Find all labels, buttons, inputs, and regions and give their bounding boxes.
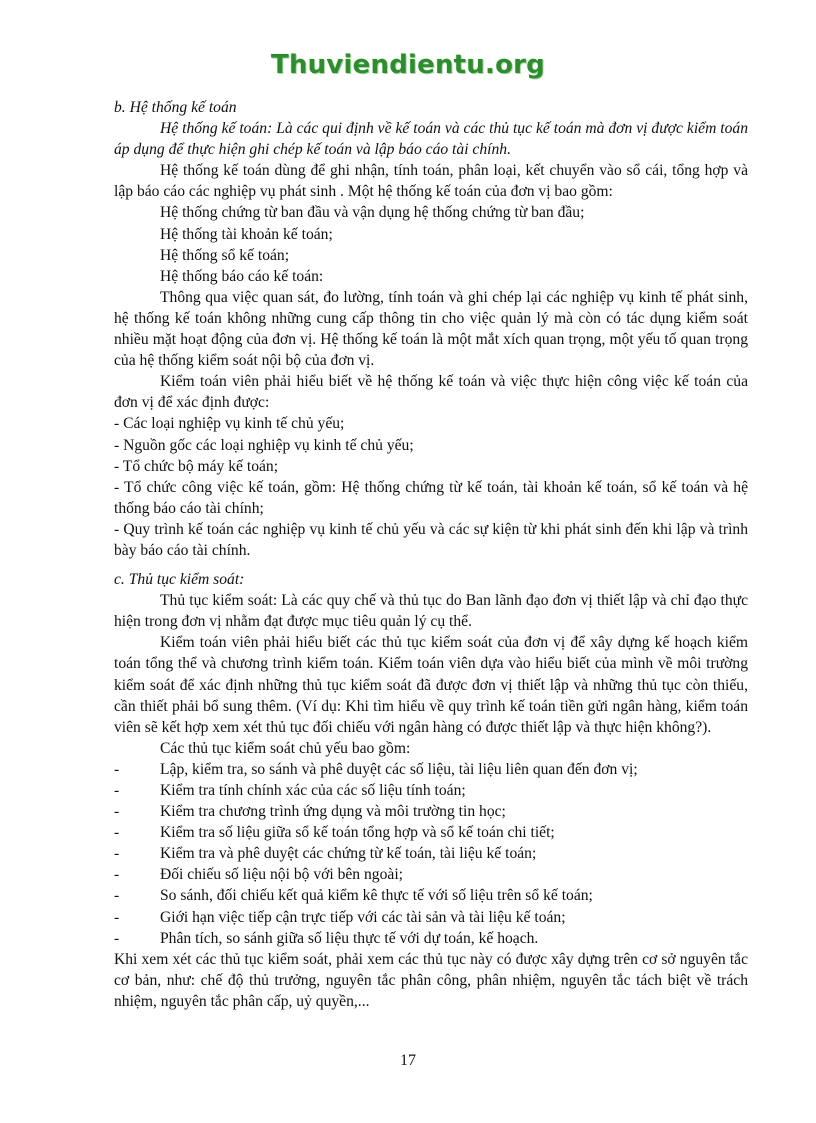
procedure-item [114, 801, 748, 822]
list-item: - Tổ chức công việc kế toán, gồm: Hệ thống chứng từ kế toán, tài khoản kế toán, sổ kế toán và hệ thống báo cáo tài chính; [114, 478, 748, 517]
list-marker: - [114, 824, 120, 842]
site-logo: Thuviendientu.org [271, 50, 545, 80]
procedure-text: Phân tích, so sánh giữa số liệu thực tế với dự toán, kế hoạch. [160, 929, 539, 947]
list-intro: Các thủ tục kiểm soát chủ yếu bao gồm: [160, 739, 411, 757]
list-marker: - [114, 929, 120, 947]
procedure-text: So sánh, đối chiếu kết quả kiểm kê thực tế với số liệu trên sổ kế toán; [160, 887, 593, 905]
section-heading-c: c. Thủ tục kiểm soát: [114, 571, 245, 589]
component-item: Hệ thống sổ kế toán; [160, 246, 290, 264]
procedure-item [114, 843, 748, 864]
procedure-text: Kiểm tra và phê duyệt các chứng từ kế toán, tài liệu kế toán; [160, 845, 537, 863]
procedure-item [114, 780, 748, 801]
list-item: - Nguồn gốc các loại nghiệp vụ kinh tế chủ yếu; [114, 436, 414, 454]
procedure-text: Kiểm tra chương trình ứng dụng và môi trường tin học; [160, 803, 506, 821]
component-item: Hệ thống báo cáo kế toán: [160, 267, 324, 285]
list-marker: - [114, 845, 120, 863]
list-marker: - [114, 760, 120, 778]
procedure-text: Lập, kiểm tra, so sánh và phê duyệt các số liệu, tài liệu liên quan đến đơn vị; [160, 760, 638, 778]
list-item: - Các loại nghiệp vụ kinh tế chủ yếu; [114, 415, 345, 433]
procedure-item [114, 759, 748, 780]
procedure-item [114, 928, 748, 949]
procedure-text: Đối chiếu số liệu nội bộ với bên ngoài; [160, 866, 403, 884]
body-paragraph: Kiểm toán viên phải hiểu biết về hệ thống kế toán và việc thực hiện công việc kế toán của đơn vị để xác định được: [114, 373, 748, 412]
procedure-item [114, 864, 748, 885]
procedure-item [114, 907, 748, 928]
list-marker: - [114, 782, 120, 799]
definition-paragraph: Hệ thống kế toán: Là các qui định về kế toán và các thủ tục kế toán mà đơn vị được kiểm toán áp dụng để thực hiện ghi chép kế toán và lập báo cáo tài chính. [114, 120, 748, 159]
body-paragraph: Kiểm toán viên phải hiểu biết các thủ tục kiểm soát của đơn vị để xây dựng kế hoạch kiểm toán tổng thể và chương trình kiểm toán. Kiểm toán viên dựa vào hiểu biết của mình về môi trường kiểm soát để xác định những thủ tục kiểm soát đã được đơn vị thiết lập và những thủ tục còn thiếu, cần thiết phải bổ sung thêm. (Ví dụ: Khi tìm hiểu về quy trình kế toán tiền gửi ngân hàng, kiểm toán viên sẽ kết hợp xem xét thủ tục đối chiếu với ngân hàng có được thiết lập và thực hiện không?). [114, 634, 748, 736]
list-marker: - [114, 803, 120, 821]
list-item: - Tổ chức bộ máy kế toán; [114, 457, 279, 475]
component-item: Hệ thống chứng từ ban đầu và vận dụng hệ thống chứng từ ban đầu; [160, 204, 585, 222]
procedure-text: Kiểm tra tính chính xác của các số liệu tính toán; [160, 782, 466, 799]
procedure-text: Giới hạn việc tiếp cận trực tiếp với các tài sản và tài liệu kế toán; [160, 908, 566, 926]
list-marker: - [114, 908, 120, 926]
document-body [114, 97, 748, 1012]
list-marker: - [114, 887, 120, 905]
list-marker: - [114, 866, 120, 884]
list-item: - Quy trình kế toán các nghiệp vụ kinh tế chủ yếu và các sự kiện từ khi phát sinh đến khi lập và trình bày báo cáo tài chính. [114, 520, 748, 559]
procedure-text: Kiểm tra số liệu giữa sổ kế toán tổng hợp và sổ kế toán chi tiết; [160, 824, 555, 842]
page-number: 17 [400, 1052, 416, 1069]
body-paragraph: Hệ thống kế toán dùng để ghi nhận, tính toán, phân loại, kết chuyển vào sổ cái, tổng hợp và lập báo cáo các nghiệp vụ phát sinh . Một hệ thống kế toán của đơn vị bao gồm: [114, 162, 748, 201]
section-heading-b: b. Hệ thống kế toán [114, 99, 237, 116]
component-item: Hệ thống tài khoản kế toán; [160, 225, 333, 243]
closing-paragraph: Khi xem xét các thủ tục kiểm soát, phải xem các thủ tục này có được xây dựng trên cơ sở nguyên tắc cơ bản, như: chế độ thủ trưởng, nguyên tắc phân công, phân nhiệm, nguyên tắc tách biệt về trách nhiệm, nguyên tắc phân cấp, uỷ quyền,... [114, 950, 748, 1010]
body-paragraph: Thông qua việc quan sát, đo lường, tính toán và ghi chép lại các nghiệp vụ kinh tế phát sinh, hệ thống kế toán không những cung cấp thông tin cho việc quản lý mà còn có tác dụng kiểm soát nhiều mặt hoạt động của đơn vị. Hệ thống kế toán là một mắt xích quan trọng, một yếu tố quan trọng của hệ thống kiểm soát nội bộ của đơn vị. [114, 288, 748, 370]
procedure-item [114, 885, 748, 906]
procedure-item [114, 822, 748, 843]
definition-paragraph: Thủ tục kiểm soát: Là các quy chế và thủ tục do Ban lãnh đạo đơn vị thiết lập và chỉ đạo thực hiện trong đơn vị nhằm đạt được mục tiêu quản lý cụ thể. [114, 592, 748, 631]
